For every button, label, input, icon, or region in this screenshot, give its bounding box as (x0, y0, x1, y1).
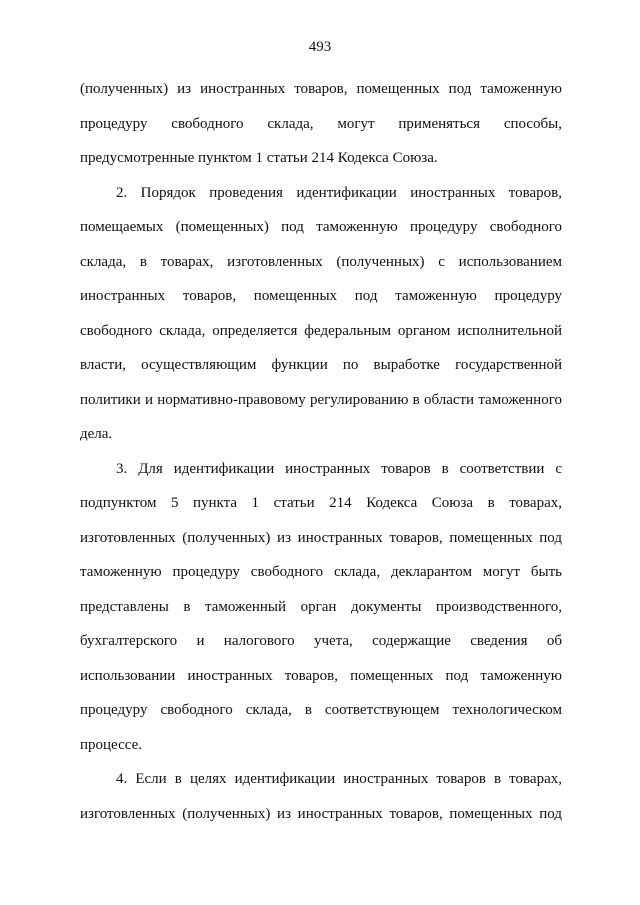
document-body (80, 72, 562, 831)
page-number: 493 (308, 39, 332, 55)
text-line: свободного склада, определяется федеральным органом исполнительной (80, 322, 562, 339)
text-line: процессе. (80, 736, 142, 753)
text-line: таможенную процедуру свободного склада, декларантом могут быть (80, 564, 562, 580)
text-line: дела. (80, 426, 113, 442)
text-line: 2. Порядок проведения идентификации иностранных товаров, (116, 184, 562, 201)
text-line: бухгалтерского и налогового учета, содержащие сведения об (80, 633, 562, 649)
text-line: представлены в таможенный орган документы производственного, (80, 598, 562, 615)
text-line: процедуру свободного склада, в соответствующем технологическом (80, 702, 562, 718)
text-line: 4. Если в целях идентификации иностранных товаров в товарах, (116, 771, 562, 787)
text-line: процедуру свободного склада, могут применяться способы, (80, 115, 562, 132)
text-line: (полученных) из иностранных товаров, помещенных под таможенную (80, 81, 562, 97)
text-line: склада, в товарах, изготовленных (полученных) с использованием (80, 253, 562, 270)
text-line: политики и нормативно-правовому регулированию в области таможенного (80, 391, 562, 408)
text-line: подпунктом 5 пункта 1 статьи 214 Кодекса Союза в товарах, (80, 495, 562, 511)
text-line: иностранных товаров, помещенных под таможенную процедуру (80, 288, 562, 304)
text-line: помещаемых (помещенных) под таможенную процедуру свободного (80, 219, 562, 235)
text-line: 3. Для идентификации иностранных товаров в соответствии с (116, 460, 562, 477)
text-line: предусмотренные пунктом 1 статьи 214 Кодекса Союза. (80, 150, 438, 166)
text-line: использовании иностранных товаров, помещенных под таможенную (80, 667, 562, 684)
text-line: власти, осуществляющим функции по выработке государственной (80, 357, 562, 373)
text-line: изготовленных (полученных) из иностранных товаров, помещенных под (80, 805, 562, 822)
text-line: изготовленных (полученных) из иностранных товаров, помещенных под (80, 529, 562, 546)
